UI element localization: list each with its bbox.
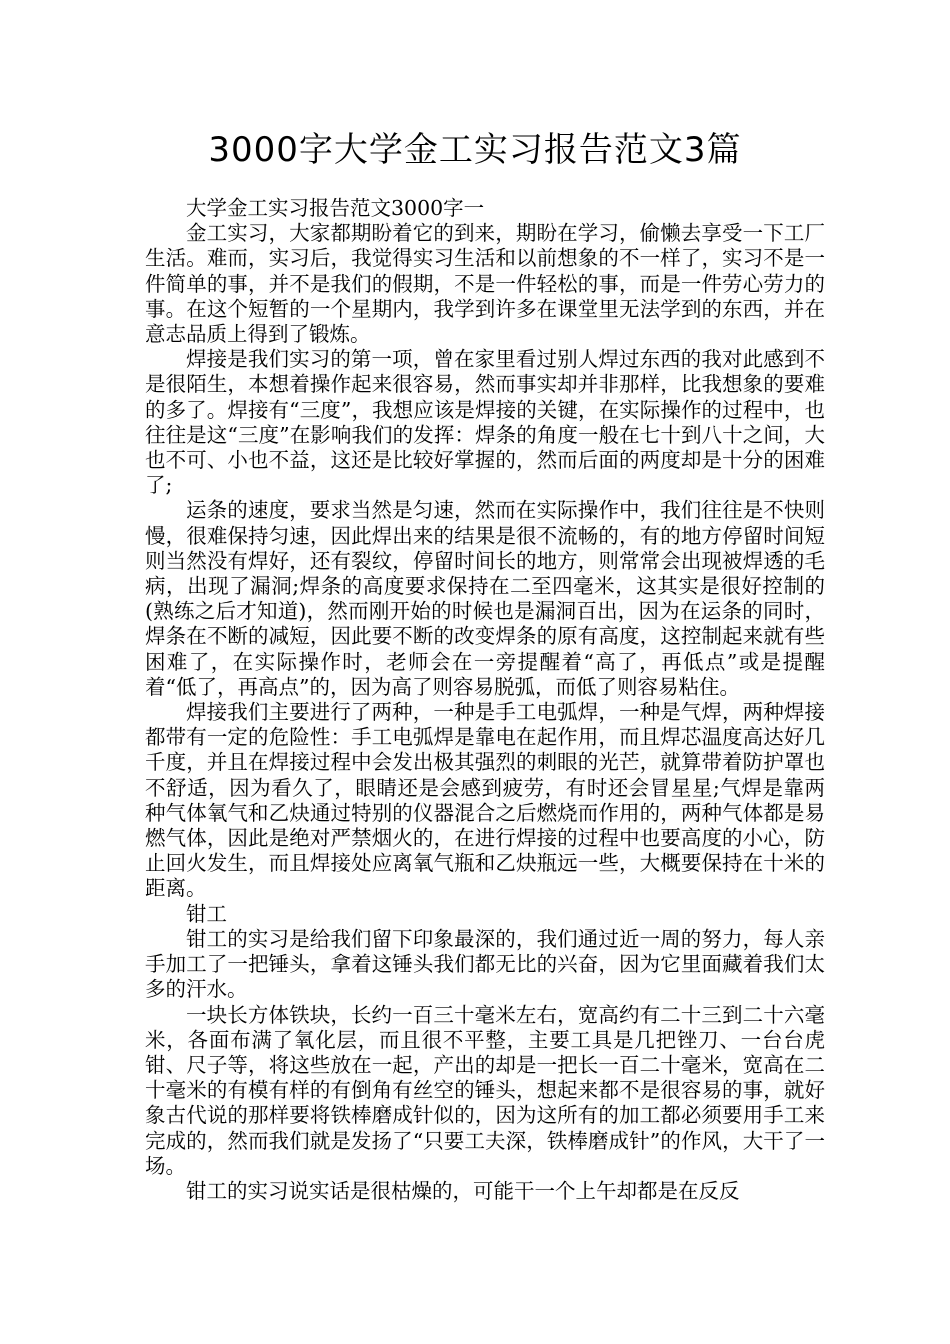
paragraph: 焊接是我们实习的第一项，曾在家里看过别人焊过东西的我对此感到不是很陌生，本想着操作起来很容易，然而事实却并非那样，比我想象的要难的多了。焊接有“三度”，我想应该是焊接的关键，在实际操作的过程中，也往往是这“三度”在影响我们的发挥：焊条的角度一般在七十到八十之间，大也不可、小也不益，这还是比较好掌握的，然而后面的两度却是十分的困难了; <box>145 347 825 498</box>
paragraph: 运条的速度，要求当然是匀速，然而在实际操作中，我们往往是不快则慢，很难保持匀速，因此焊出来的结果是很不流畅的，有的地方停留时间短则当然没有焊好，还有裂纹，停留时间长的地方，则常常会出现被焊透的毛病，出现了漏洞;焊条的高度要求保持在二至四毫米，这其实是很好控制的(熟练之后才知道)，然而刚开始的时候也是漏洞百出，因为在运条的同时，焊条在不断的减短，因此要不断的改变焊条的原有高度，这控制起来就有些困难了，在实际操作时，老师会在一旁提醒着“高了，再低点”或是提醒着“低了，再高点”的，因为高了则容易脱弧，而低了则容易粘住。 <box>145 498 825 699</box>
paragraph: 金工实习，大家都期盼着它的到来，期盼在学习，偷懒去享受一下工厂生活。难而，实习后，我觉得实习生活和以前想象的不一样了，实习不是一件简单的事，并不是我们的假期，不是一件轻松的事，而是一件劳心劳力的事。在这个短暂的一个星期内，我学到许多在课堂里无法学到的东西，并在意志品质上得到了锻炼。 <box>145 221 825 347</box>
section-heading: 钳工 <box>186 901 227 926</box>
paragraph: 钳工的实习是给我们留下印象最深的，我们通过近一周的努力，每人亲手加工了一把锤头，拿着这锤头我们都无比的兴奋，因为它里面藏着我们太多的汗水。 <box>145 926 825 1002</box>
paragraph: 焊接我们主要进行了两种，一种是手工电弧焊，一种是气焊，两种焊接都带有一定的危险性：手工电弧焊是靠电在起作用，而且焊芯温度高达好几千度，并且在焊接过程中会发出极其强烈的刺眼的光芒，就算带着防护罩也不舒适，因为看久了，眼睛还是会感到疲劳，有时还会冒星星;气焊是靠两种气体氧气和乙炔通过特别的仪器混合之后燃烧而作用的，两种气体都是易燃气体，因此是绝对严禁烟火的，在进行焊接的过程中也要高度的小心，防止回火发生，而且焊接处应离氧气瓶和乙炔瓶远一些，大概要保持在十米的距离。 <box>145 700 825 901</box>
paragraph: 一块长方体铁块，长约一百三十毫米左右，宽高约有二十三到二十六毫米，各面布满了氧化层，而且很不平整，主要工具是几把锉刀、一台台虎钳、尺子等，将这些放在一起，产出的却是一把长一百二十毫米，宽高在二十毫米的有模有样的有倒角有丝空的锤头，想起来都不是很容易的事，就好象古代说的那样要将铁棒磨成针似的，因为这所有的加工都必须要用手工来完成的，然而我们就是发扬了“只要工夫深，铁棒磨成针”的作风，大干了一场。 <box>145 1002 825 1178</box>
document-title: 3000字大学金工实习报告范文3篇 <box>208 130 742 170</box>
paragraph: 钳工的实习说实话是很枯燥的，可能干一个上午却都是在反反 <box>186 1178 740 1203</box>
document-body <box>145 196 825 1204</box>
paragraph-subheading: 大学金工实习报告范文3000字一 <box>186 196 485 220</box>
